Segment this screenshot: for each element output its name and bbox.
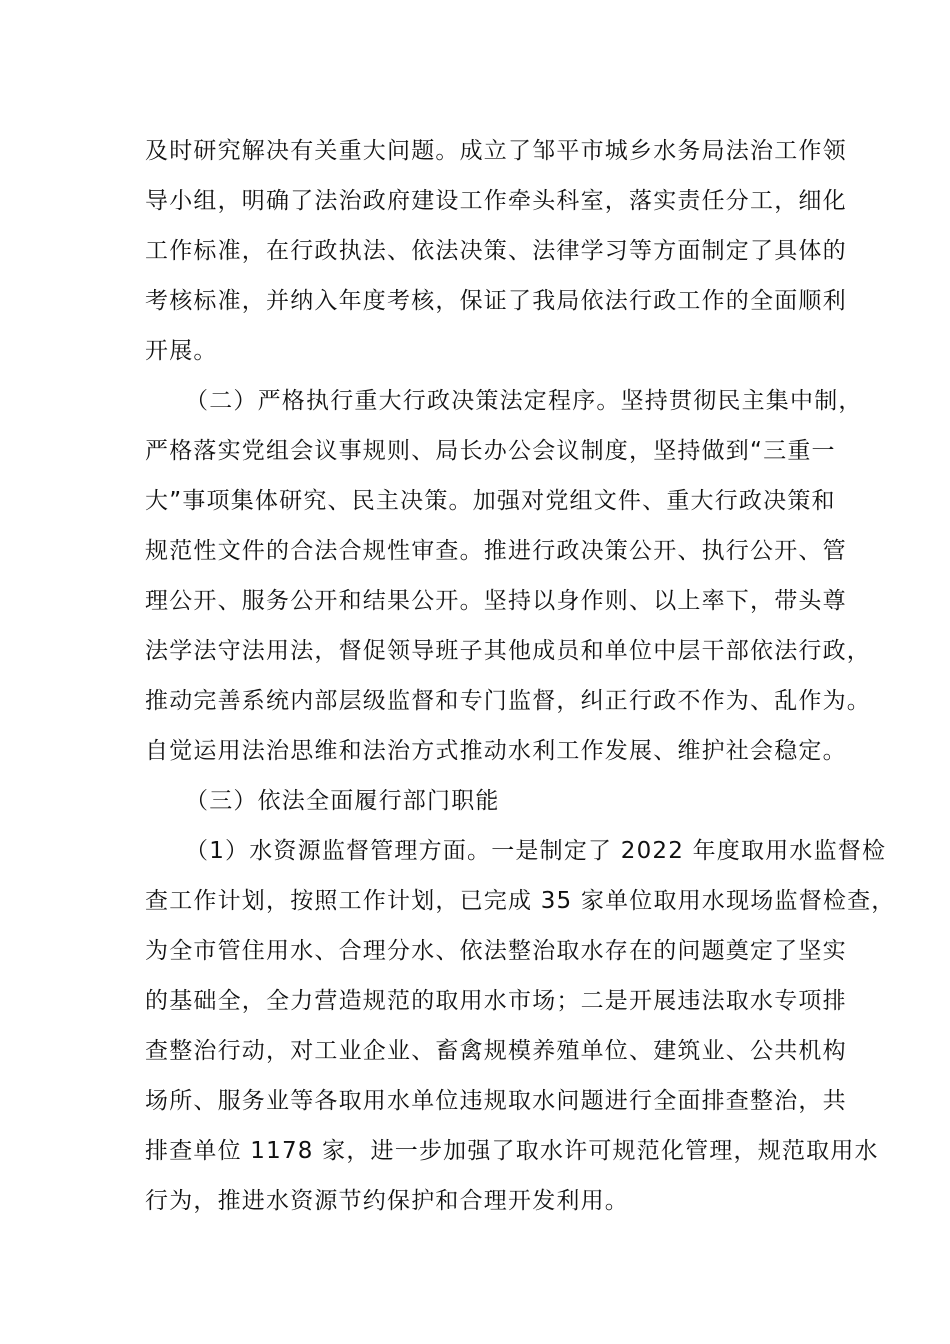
- text-line: 的基础全，全力营造规范的取用水市场；二是开展违法取水专项排: [145, 988, 847, 1014]
- text-line: 严格落实党组会议事规则、局长办公会议制度，坚持做到“三重一: [145, 438, 836, 464]
- text-line: 自觉运用法治思维和法治方式推动水利工作发展、维护社会稳定。: [145, 738, 847, 764]
- subsection-1: （1）水资源监督管理方面。一是制定了 2022 年度取用水监督检: [185, 838, 887, 864]
- text-line: 开展。: [145, 338, 218, 364]
- text-line: 排查单位 1178 家，进一步加强了取水许可规范化管理，规范取用水: [145, 1138, 879, 1164]
- text-line: 为全市管住用水、合理分水、依法整治取水存在的问题奠定了坚实: [145, 938, 847, 964]
- text-line: 规范性文件的合法合规性审查。推进行政决策公开、执行公开、管: [145, 538, 847, 564]
- text-line: 法学法守法用法，督促领导班子其他成员和单位中层干部依法行政，: [145, 638, 871, 664]
- section-heading-2: （二）严格执行重大行政决策法定程序。坚持贯彻民主集中制，: [185, 388, 863, 414]
- text-line: 及时研究解决有关重大问题。成立了邹平市城乡水务局法治工作领: [145, 138, 847, 164]
- text-line: 查整治行动，对工业企业、畜禽规模养殖单位、建筑业、公共机构: [145, 1038, 847, 1064]
- text-line: 场所、服务业等各取用水单位违规取水问题进行全面排查整治，共: [145, 1088, 847, 1114]
- text-line: 大”事项集体研究、民主决策。加强对党组文件、重大行政决策和: [145, 488, 836, 514]
- text-line: 考核标准，并纳入年度考核，保证了我局依法行政工作的全面顺利: [145, 288, 847, 314]
- text-line: 导小组，明确了法治政府建设工作牵头科室，落实责任分工，细化: [145, 188, 847, 214]
- text-line: 查工作计划，按照工作计划，已完成 35 家单位取用水现场监督检查，: [145, 888, 896, 914]
- text-line: 工作标准，在行政执法、依法决策、法律学习等方面制定了具体的: [145, 238, 847, 264]
- section-heading-3: （三）依法全面履行部门职能: [185, 788, 500, 814]
- text-line: 推动完善系统内部层级监督和专门监督，纠正行政不作为、乱作为。: [145, 688, 871, 714]
- text-line: 理公开、服务公开和结果公开。坚持以身作则、以上率下，带头尊: [145, 588, 847, 614]
- text-line: 行为，推进水资源节约保护和合理开发利用。: [145, 1188, 629, 1214]
